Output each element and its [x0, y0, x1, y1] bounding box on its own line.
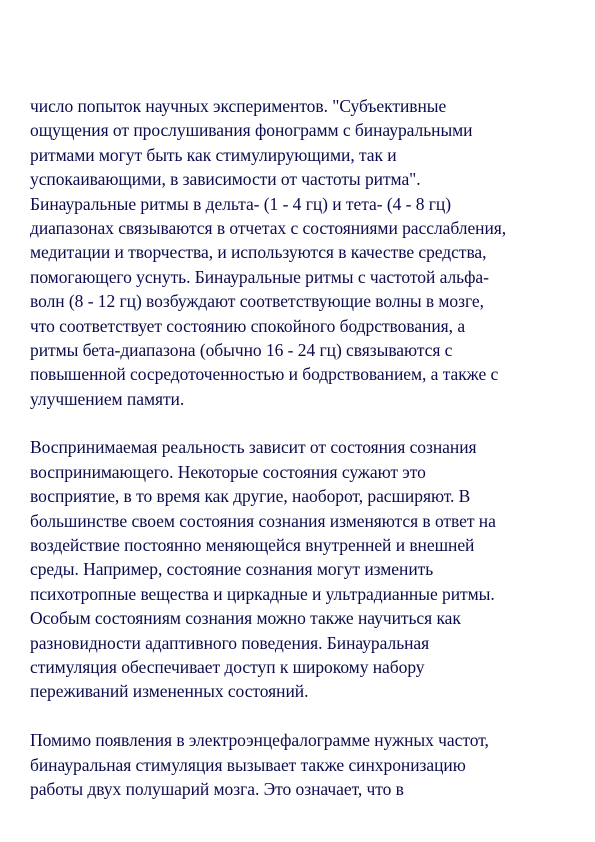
text-line: среды. Например, состояние сознания могут изменить — [30, 559, 434, 580]
text-line: Бинауральные ритмы в дельта- (1 - 4 гц) и тета- (4 - 8 гц) — [30, 193, 451, 214]
text-line: воспринимающего. Некоторые состояния сужают это — [30, 461, 426, 482]
text-line: работы двух полушарий мозга. Это означает, что в — [30, 778, 404, 799]
text-line: воздействие постоянно меняющейся внутренней и внешней — [30, 535, 475, 556]
text-line: Воспринимаемая реальность зависит от состояния сознания — [30, 437, 477, 458]
text-line: успокаивающими, в зависимости от частоты ритма". — [30, 169, 421, 190]
text-line: волн (8 - 12 гц) возбуждают соответствующие волны в мозге, — [30, 291, 484, 312]
text-line: большинстве своем состояния сознания изменяются в ответ на — [30, 510, 496, 531]
text-line: восприятие, в то время как другие, наоборот, расширяют. В — [30, 486, 471, 507]
document-page — [30, 94, 580, 826]
text-line: улучшением памяти. — [30, 388, 185, 409]
text-line: Помимо появления в электроэнцефалограмме нужных частот, — [30, 730, 489, 751]
text-line: разновидности адаптивного поведения. Бинауральная — [30, 632, 430, 653]
text-line: ритмы бета-диапазона (обычно 16 - 24 гц) связываются с — [30, 339, 453, 360]
text-line: диапазонах связываются в отчетах с состояниями расслабления, — [30, 217, 507, 238]
text-line: Особым состояниям сознания можно также научиться как — [30, 608, 461, 629]
paragraph — [30, 435, 580, 703]
paragraph — [30, 728, 580, 801]
text-line: ощущения от прослушивания фонограмм с бинауральными — [30, 120, 473, 141]
text-line: число попыток научных экспериментов. "Субъективные — [30, 96, 447, 116]
text-line: помогающего уснуть. Бинауральные ритмы с частотой альфа- — [30, 266, 489, 287]
text-line: психотропные вещества и циркадные и ультрадианные ритмы. — [30, 583, 495, 604]
text-line: что соответствует состоянию спокойного бодрствования, а — [30, 315, 466, 336]
text-line: бинауральная стимуляция вызывает также синхронизацию — [30, 754, 466, 775]
text-line: медитации и творчества, и используются в качестве средства, — [30, 242, 487, 263]
text-line: повышенной сосредоточенностью и бодрствованием, а также с — [30, 364, 499, 385]
text-line: переживаний измененных состояний. — [30, 681, 309, 702]
text-line: ритмами могут быть как стимулирующими, так и — [30, 144, 397, 165]
text-line: стимуляция обеспечивает доступ к широкому набору — [30, 656, 425, 677]
paragraph — [30, 94, 580, 411]
